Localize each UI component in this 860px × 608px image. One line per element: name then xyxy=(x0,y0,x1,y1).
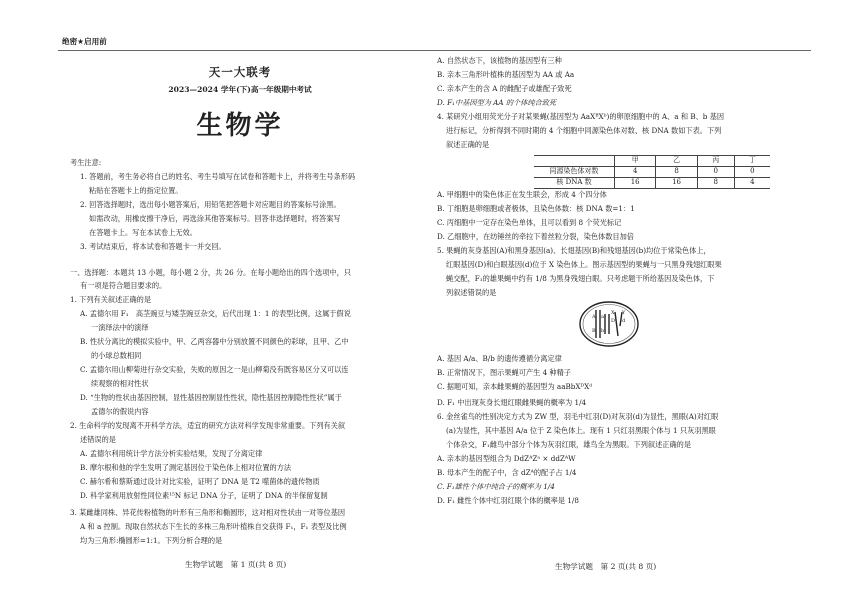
exam-subtitle: 2023—2024 学年(下)高一年级期中考试 xyxy=(168,85,312,94)
option-line: D. 科学家利用放射性同位素¹⁵N 标记 DNA 分子，证明了 DNA 的半保留复制 xyxy=(80,491,328,500)
table-cell: 核 DNA 数 xyxy=(534,178,615,189)
question-stem: 个体杂交，F₁雌鸟中部分个体为灰羽红眼，雄鸟全为黑眼。下列叙述正确的是 xyxy=(446,440,692,449)
question-stem: 2. 生命科学的发现离不开科学方法，适宜的研究方法对科学发现非常重要。下列有关叙 xyxy=(70,421,346,430)
table-cell: 同源染色体对数 xyxy=(534,167,615,178)
notice-title: 考生注意: xyxy=(70,158,102,167)
question-stem: 红眼基因(D)和白眼基因(d)位于 X 染色体上。图示基因型的果蝇与一只黑身残翅红眼果 xyxy=(446,260,722,269)
exam-name: 天一大联考 xyxy=(208,65,272,79)
section-heading: 有一项是符合题目要求的。 xyxy=(80,281,167,290)
svg-text:a: a xyxy=(601,314,604,320)
question-stem: 1. 下列有关叙述正确的是 xyxy=(70,295,152,304)
option-line: D. “生物的性状由基因控制，显性基因控制显性性状，隐性基因控制隐性性状”属于 xyxy=(80,393,342,402)
page-footer-right: 生物学试题 第 2 页(共 8 页) xyxy=(555,562,657,571)
section-heading: 一、选择题：本题共 13 小题，每小题 2 分，共 26 分。在每小题给出的四个选项中，只 xyxy=(70,268,351,277)
option-line: A. 亲本的基因型组合为 DdZᴬZᵃ × ddZᴬW xyxy=(437,454,576,463)
header-rule xyxy=(58,50,811,51)
page-footer-left: 生物学试题 第 1 页(共 8 页) xyxy=(185,560,287,569)
option-line: C. 丙细胞中一定存在染色单体，且可以看到 8 个荧光标记 xyxy=(437,218,622,227)
question-stem: 5. 果蝇的灰身基因(A)和黑身基因(a)、长翅基因(B)和残翅基因(b)均位于常染色体上， xyxy=(437,246,711,255)
option-line: C. 孟德尔用山柳菊进行杂交实验，失败的原因之一是山柳菊没有既容易区分又可以连 xyxy=(80,365,349,374)
svg-text:Y: Y xyxy=(622,310,626,316)
svg-text:d: d xyxy=(622,318,626,324)
question-stem: 述错误的是 xyxy=(80,435,116,444)
option-line: A. 孟德尔用 F₁ 高茎豌豆与矮茎豌豆杂交，后代出现 1：1 的表型比例，这属于假说 xyxy=(80,309,351,318)
svg-text:B: B xyxy=(592,328,596,334)
notice-line: 1. 答题前，考生务必将自己的姓名、考生号填写在试卷和答题卡上，并将考生号条形码 xyxy=(80,172,356,181)
option-line: B. 性状分离比的模拟实验中，甲、乙两容器中分别放置不同颜色的彩球，且甲、乙中 xyxy=(80,337,349,346)
option-line: 续观察的相对性状 xyxy=(91,379,149,388)
table-row xyxy=(534,167,770,178)
table-cell xyxy=(534,156,615,167)
table-cell: 8 xyxy=(697,178,734,189)
option-line: D. F₁中基因型为 AA 的个体纯合致死 xyxy=(437,98,557,107)
notice-line: 粘贴在答题卡上的指定位置。 xyxy=(89,186,183,195)
svg-text:X: X xyxy=(611,310,615,316)
option-line: C. F₁雄性个体中纯合子的概率为 1/4 xyxy=(437,482,555,491)
question-stem: 叙述正确的是 xyxy=(446,140,490,149)
option-line: C. 赫尔希和蔡斯通过设计对比实验，证明了 DNA 是 T2 噬菌体的遗传物质 xyxy=(80,477,320,486)
question-stem: A 和 a 控制。现取自然状态下生长的多株三角形叶植株自交获得 F₁，F₁ 表型及比例 xyxy=(80,522,347,531)
table-row xyxy=(534,156,770,167)
question-stem: 列叙述错误的是 xyxy=(446,288,497,297)
svg-text:A: A xyxy=(592,314,596,320)
option-line: D. F₁ 中出现灰身长翅红眼雌果蝇的概率为 1/4 xyxy=(437,398,587,407)
notice-line: 2. 回答选择题时，选出每小题答案后，用铅笔把答题卡对应题目的答案标号涂黑。 xyxy=(80,200,341,209)
option-line: 的小球总数相同 xyxy=(91,351,142,360)
option-line: C. 据题可知，亲本雌果蝇的基因型为 aaBbXᴰXᵈ xyxy=(437,382,593,391)
option-line: A. 甲细胞中的染色体正在发生联会，形成 4 个四分体 xyxy=(437,190,607,199)
option-line: D. 乙细胞中，在纺锤丝的牵拉下着丝粒分裂，染色体数目加倍 xyxy=(437,232,634,241)
option-line: B. 母本产生的配子中，含 dZᴬ的配子占 1/4 xyxy=(437,468,577,477)
chromosome-cell-figure xyxy=(578,300,640,348)
notice-line: 3. 考试结束后，将本试卷和答题卡一并交回。 xyxy=(80,242,226,251)
table-header-cell: 乙 xyxy=(656,156,697,167)
table-cell: 0 xyxy=(734,167,770,178)
option-line: A. 基因 A/a、B/b 的遗传遵循分离定律 xyxy=(437,354,562,363)
option-line: C. 亲本产生的含 A 的雌配子或雄配子致死 xyxy=(437,84,572,93)
table-cell: 16 xyxy=(615,178,656,189)
option-line: B. 摩尔根和他的学生发明了测定基因位于染色体上相对位置的方法 xyxy=(80,463,292,472)
option-line: A. 孟德尔利用统计学方法分析实验结果，发现了分离定律 xyxy=(80,449,263,458)
table-cell: 16 xyxy=(656,178,697,189)
question-stem: (a)为显性，其中基因 A/a 位于 Z 染色体上。现有 1 只红羽黑眼个体与 1 只灰羽黑眼 xyxy=(446,426,716,435)
option-line: B. 亲本三角形叶植株的基因型为 AA 或 Aa xyxy=(437,70,575,79)
subject-title: 生物学 xyxy=(196,111,284,141)
svg-text:b: b xyxy=(601,328,605,334)
table-header-cell: 丙 xyxy=(697,156,734,167)
table-cell: 0 xyxy=(697,167,734,178)
notice-line: 如需改动，用橡皮擦干净后，再选涂其他答案标号。回答非选择题时，将答案写 xyxy=(89,214,341,223)
table-header-cell: 甲 xyxy=(615,156,656,167)
table-cell: 4 xyxy=(615,167,656,178)
question-stem: 4. 某研究小组用荧光分子对某果蝇(基因型为 AaXᴮXᵇ)的卵原细胞中的 A、a 和 B、b 基因 xyxy=(437,112,725,121)
option-line: A. 自然状态下，该植物的基因型有三种 xyxy=(437,56,562,65)
question-stem: 进行标记，分析得到不同时期的 4 个细胞中同源染色体对数、核 DNA 数如下表。下列 xyxy=(446,126,722,135)
table-cell: 4 xyxy=(734,178,770,189)
table-cell: 8 xyxy=(656,167,697,178)
table-row xyxy=(534,178,770,189)
confidential-mark: 绝密★启用前 xyxy=(62,37,107,46)
question-stem: 6. 金丝雀鸟的性别决定方式为 ZW 型，羽毛中红羽(D)对灰羽(d)为显性，黑眼(A)对红眼 xyxy=(437,412,719,421)
table-header-cell: 丁 xyxy=(734,156,770,167)
option-line: 孟德尔的假说内容 xyxy=(91,407,149,416)
option-line: 一演绎法中的演绎 xyxy=(91,323,149,332)
option-line: D. F₁ 雌性个体中红羽红眼个体的概率是 1/8 xyxy=(437,496,579,505)
question-stem: 3. 某雌雄同株、异花传粉植物的叶形有三角形和椭圆形，这对相对性状由一对等位基因 xyxy=(70,508,346,517)
notice-line: 在答题卡上。写在本试卷上无效。 xyxy=(89,228,197,237)
data-table xyxy=(534,155,770,189)
option-line: B. 正常情况下，图示果蝇可产生 4 种精子 xyxy=(437,368,571,377)
option-line: B. 丁细胞是卵细胞或者极体，且染色体数：核 DNA 数=1：1 xyxy=(437,204,635,213)
question-stem: 蝇交配，F₁的雄果蝇中约有 1/8 为黑身残翅白眼。只考虑题干所给基因及染色体，下 xyxy=(446,274,715,283)
question-stem: 均为三角形:椭圆形=1:1。下列分析合理的是 xyxy=(80,536,223,545)
svg-text:D: D xyxy=(611,318,616,324)
